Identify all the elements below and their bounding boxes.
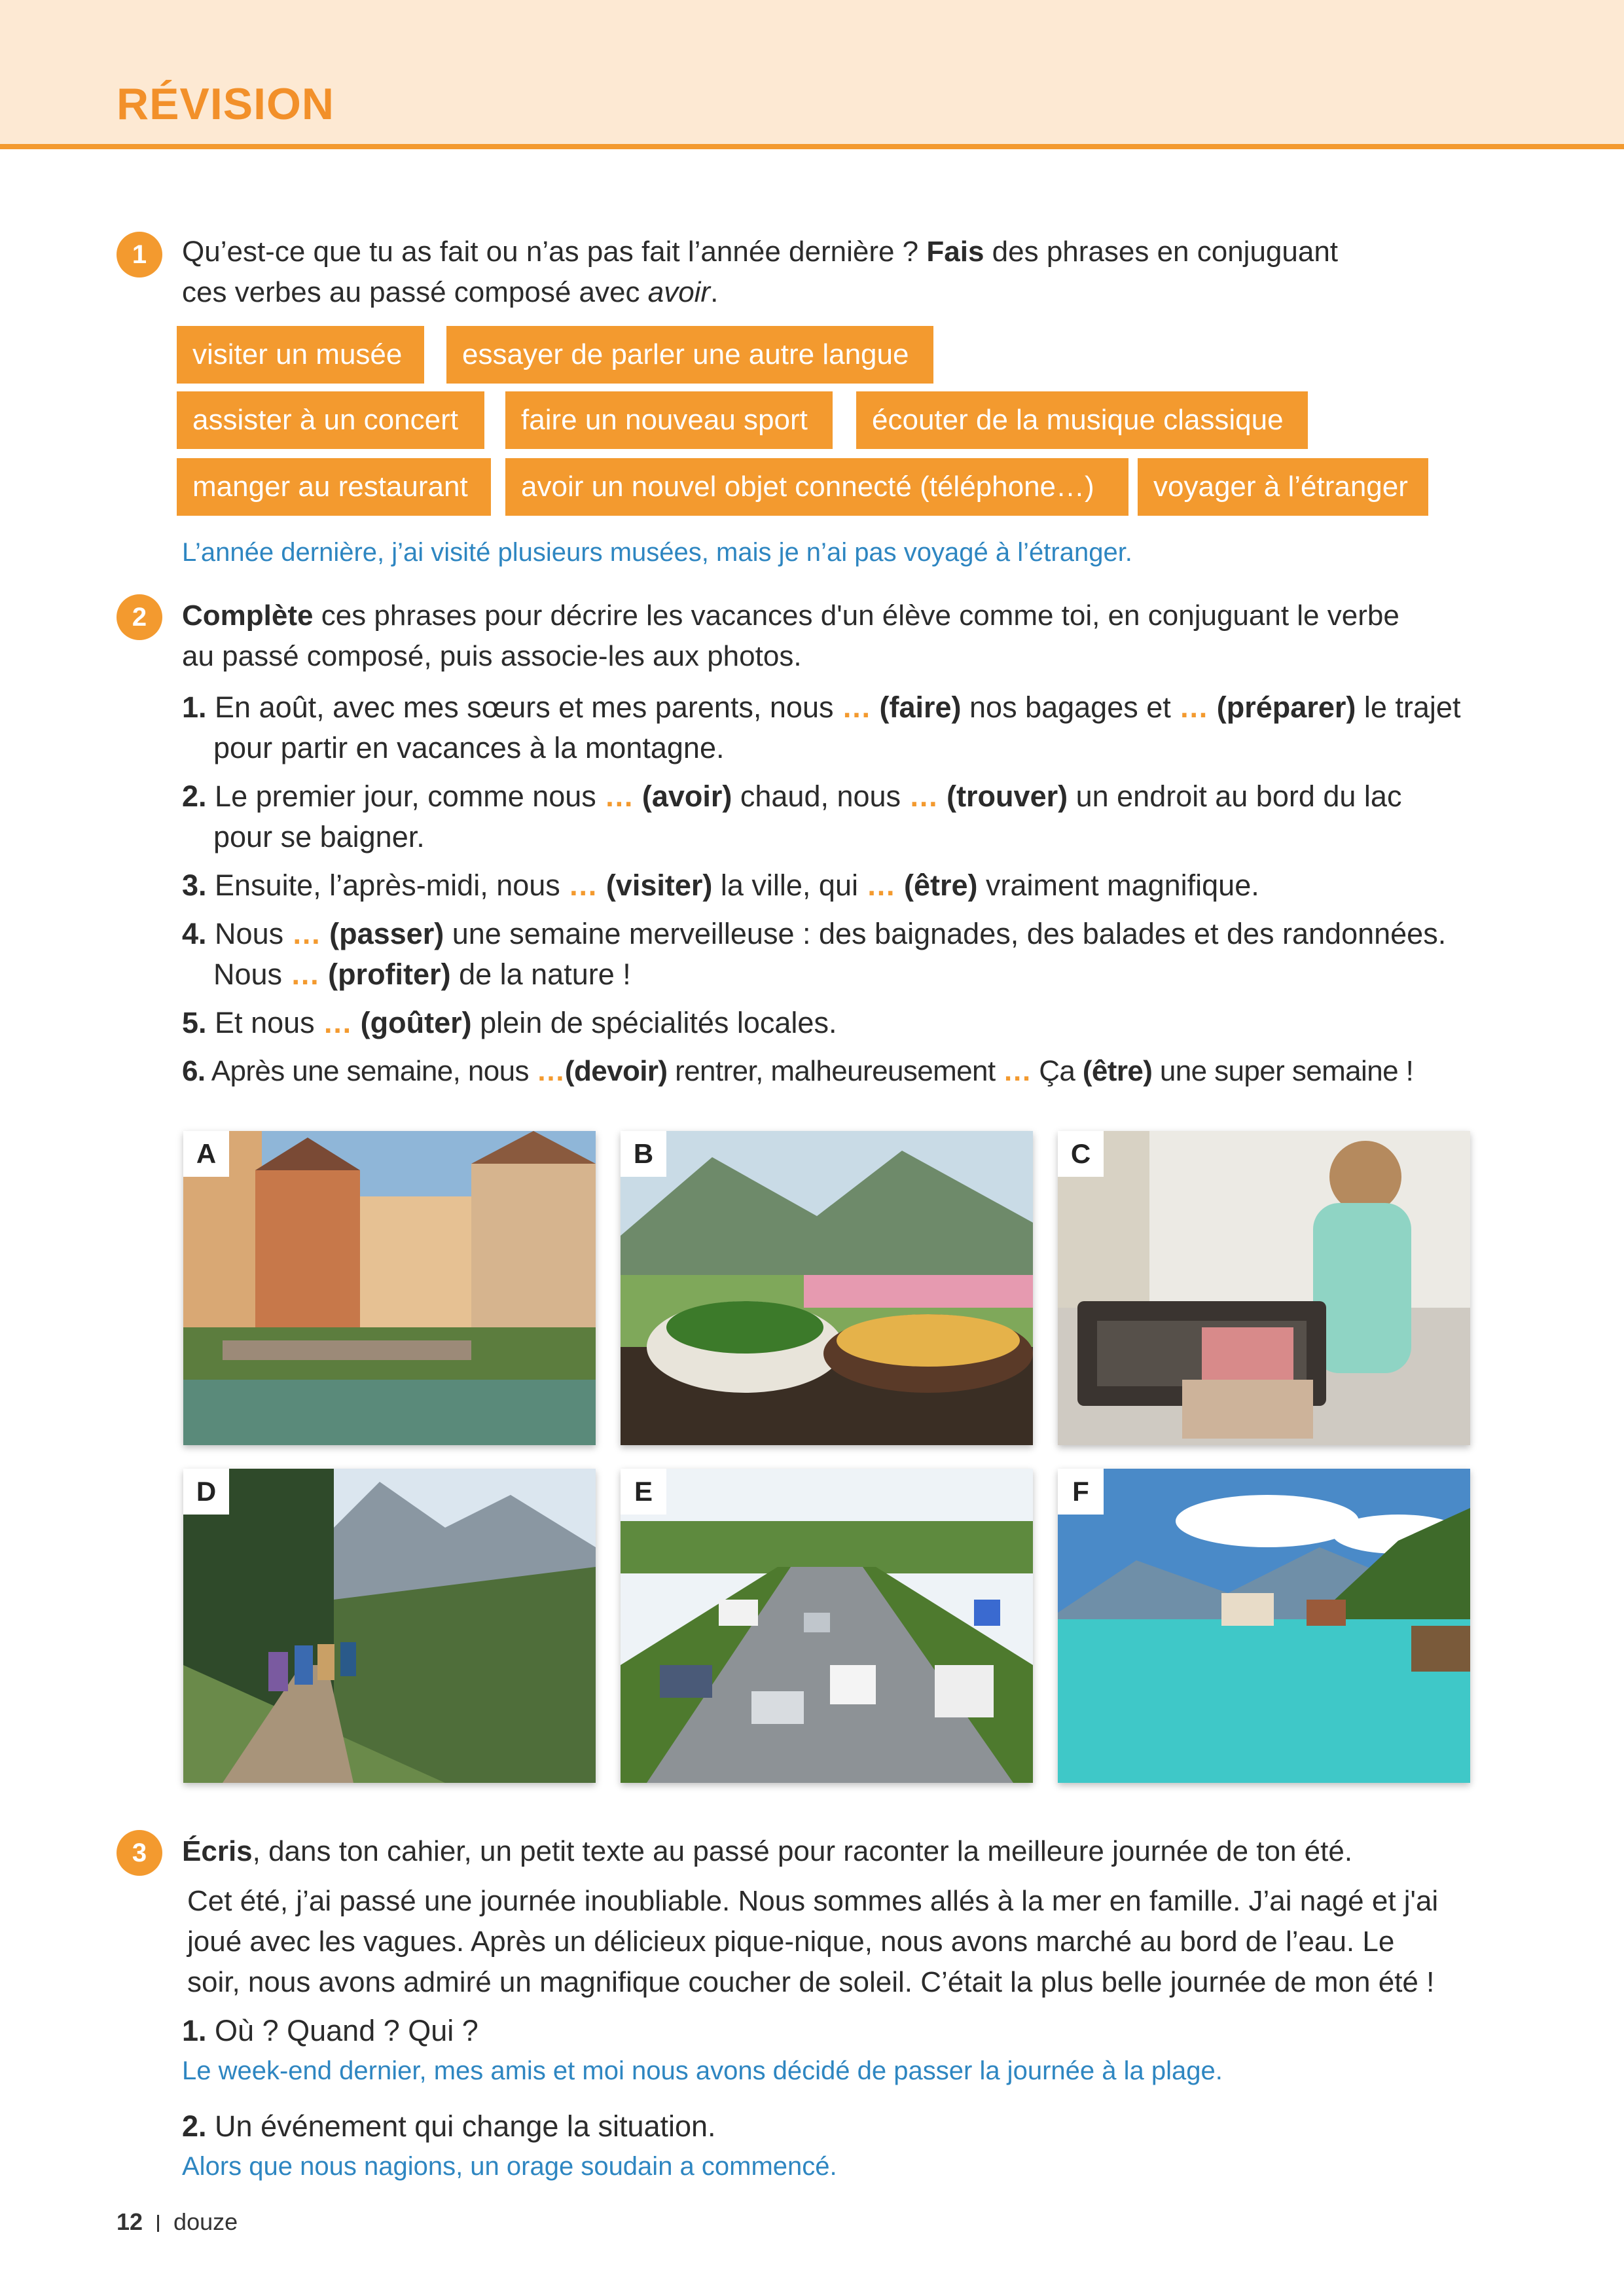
question-text: Où ? Quand ? Qui ? xyxy=(215,2014,478,2047)
photo-e-highway-traffic xyxy=(621,1469,1033,1783)
model-line: Cet été, j’ai passé une journée inoubliable. Nous sommes allés à la mer en famille. J’ai nagé et j'ai xyxy=(187,1885,1439,1917)
item-text: Le premier jour, comme nous xyxy=(215,780,605,813)
verb-hint: (faire) xyxy=(879,691,962,724)
prompt-text: . xyxy=(710,276,719,308)
item-text: Nous xyxy=(213,958,291,991)
item-text: une semaine merveilleuse : des baignades, des balades et des randonnées. xyxy=(444,917,1447,950)
guide-question-1 xyxy=(182,2011,1491,2051)
verb-hint: (préparer) xyxy=(1216,691,1356,724)
sentence-item-4 xyxy=(182,914,1491,995)
exercise-1-prompt xyxy=(182,232,1491,313)
photo-d-mountain-hike xyxy=(183,1469,596,1783)
blank-dots: … xyxy=(909,780,939,813)
item-number: 3. xyxy=(182,869,207,902)
verb-hint: (être) xyxy=(904,869,978,902)
photo-b-picnic-meal xyxy=(621,1131,1033,1445)
verb-chip: avoir un nouvel objet connecté (téléphone…) xyxy=(505,458,1128,516)
verb-hint: (être) xyxy=(1082,1055,1153,1087)
prompt-text: ces verbes au passé composé avec xyxy=(182,276,648,308)
verb-hint: (passer) xyxy=(329,917,444,950)
model-line: joué avec les vagues. Après un délicieux pique-nique, nous avons marché au bord de l’eau. Le xyxy=(187,1926,1395,1958)
blank-dots: … xyxy=(841,691,871,724)
blank-dots: … xyxy=(866,869,896,902)
photo-f-alpine-lake xyxy=(1058,1469,1470,1783)
item-number: 1. xyxy=(182,691,207,724)
blank-dots: … xyxy=(536,1055,565,1087)
verb-chip: essayer de parler une autre langue xyxy=(446,326,933,384)
sentence-item-3 xyxy=(182,865,1491,906)
item-text: Ça xyxy=(1039,1055,1083,1087)
verb-hint: (profiter) xyxy=(328,958,451,991)
item-text: nos bagages et xyxy=(961,691,1180,724)
item-text: chaud, nous xyxy=(732,780,909,813)
photo-label: B xyxy=(621,1131,666,1177)
item-text: le trajet xyxy=(1356,691,1461,724)
item-text: Ensuite, l’après-midi, nous xyxy=(215,869,569,902)
guide-answer-1: Le week-end dernier, mes amis et moi nous avons décidé de passer la journée à la plage. xyxy=(182,2056,1223,2085)
item-text: Nous xyxy=(215,917,292,950)
prompt-verb: Complète xyxy=(182,600,314,632)
prompt-italic: avoir xyxy=(647,276,711,308)
prompt-verb: Fais xyxy=(926,236,984,268)
model-text xyxy=(187,1881,1496,2003)
prompt-text: au passé composé, puis associe-les aux photos. xyxy=(182,640,802,672)
photo-c-packing-suitcase xyxy=(1058,1131,1470,1445)
item-number: 6. xyxy=(182,1055,206,1087)
photo-a-town-canal xyxy=(183,1131,596,1445)
photo-label: F xyxy=(1058,1469,1104,1515)
verb-chip: assister à un concert xyxy=(177,391,484,449)
item-number: 4. xyxy=(182,917,207,950)
prompt-text: Qu’est-ce que tu as fait ou n’as pas fait l’année dernière ? xyxy=(182,236,927,268)
item-text: vraiment magnifique. xyxy=(977,869,1259,902)
prompt-text: des phrases en conjuguant xyxy=(984,236,1339,268)
page-number: 12 xyxy=(117,2208,143,2235)
item-number: 2. xyxy=(182,780,207,813)
page-word: douze xyxy=(173,2208,238,2235)
verb-chip: écouter de la musique classique xyxy=(856,391,1308,449)
blank-dots: … xyxy=(604,780,634,813)
model-line: soir, nous avons admiré un magnifique coucher de soleil. C’était la plus belle journée de mon été ! xyxy=(187,1966,1435,1998)
item-text: Après une semaine, nous xyxy=(211,1055,537,1087)
verb-chip: manger au restaurant xyxy=(177,458,491,516)
verb-hint: (devoir) xyxy=(564,1055,668,1087)
prompt-verb: Écris xyxy=(182,1835,253,1867)
section-title: RÉVISION xyxy=(117,79,334,129)
sentence-item-2 xyxy=(182,776,1491,857)
sentence-item-1 xyxy=(182,687,1491,768)
guide-answer-2: Alors que nous nagions, un orage soudain a commencé. xyxy=(182,2152,837,2181)
sentence-item-6 xyxy=(182,1051,1491,1092)
photo-label: C xyxy=(1058,1131,1104,1177)
prompt-text: , dans ton cahier, un petit texte au passé pour raconter la meilleure journée de ton été. xyxy=(252,1835,1353,1867)
item-text: la ville, qui xyxy=(712,869,867,902)
footer-divider xyxy=(157,2215,159,2232)
exercise-2-prompt xyxy=(182,596,1498,677)
blank-dots: … xyxy=(1179,691,1209,724)
item-text: plein de spécialités locales. xyxy=(471,1006,837,1039)
item-number: 2. xyxy=(182,2109,207,2143)
item-text: de la nature ! xyxy=(450,958,631,991)
verb-chip: faire un nouveau sport xyxy=(505,391,833,449)
item-text: pour partir en vacances à la montagne. xyxy=(213,731,725,764)
photo-label: A xyxy=(183,1131,229,1177)
sentence-item-5 xyxy=(182,1003,1491,1043)
photo-label: D xyxy=(183,1469,229,1515)
blank-dots: … xyxy=(1003,1055,1032,1087)
item-text: En août, avec mes sœurs et mes parents, nous xyxy=(215,691,842,724)
exercise-2-number: 2 xyxy=(117,594,162,640)
verb-hint: (visiter) xyxy=(605,869,713,902)
blank-dots: … xyxy=(290,958,320,991)
verb-hint: (goûter) xyxy=(360,1006,472,1039)
item-number: 1. xyxy=(182,2014,207,2047)
prompt-text: ces phrases pour décrire les vacances d'un élève comme toi, en conjuguant le verbe xyxy=(313,600,1399,632)
blank-dots: … xyxy=(568,869,598,902)
verb-chip: voyager à l’étranger xyxy=(1138,458,1428,516)
verb-hint: (trouver) xyxy=(947,780,1068,813)
item-text: pour se baigner. xyxy=(213,820,425,853)
question-text: Un événement qui change la situation. xyxy=(215,2109,716,2143)
photo-label: E xyxy=(621,1469,666,1515)
item-text: une super semaine ! xyxy=(1152,1055,1414,1087)
item-text: Et nous xyxy=(215,1006,323,1039)
item-text: rentrer, malheureusement xyxy=(667,1055,1003,1087)
exercise-1-number: 1 xyxy=(117,232,162,278)
blank-dots: … xyxy=(323,1006,353,1039)
example-answer: L’année dernière, j’ai visité plusieurs musées, mais je n’ai pas voyagé à l’étranger. xyxy=(182,538,1132,567)
verb-chip: visiter un musée xyxy=(177,326,424,384)
blank-dots: … xyxy=(291,917,321,950)
item-number: 5. xyxy=(182,1006,207,1039)
guide-question-2 xyxy=(182,2106,1491,2147)
exercise-3-number: 3 xyxy=(117,1830,162,1876)
item-text: un endroit au bord du lac xyxy=(1068,780,1402,813)
page-footer xyxy=(117,2208,238,2236)
verb-hint: (avoir) xyxy=(641,780,732,813)
exercise-3-prompt xyxy=(182,1831,1498,1872)
